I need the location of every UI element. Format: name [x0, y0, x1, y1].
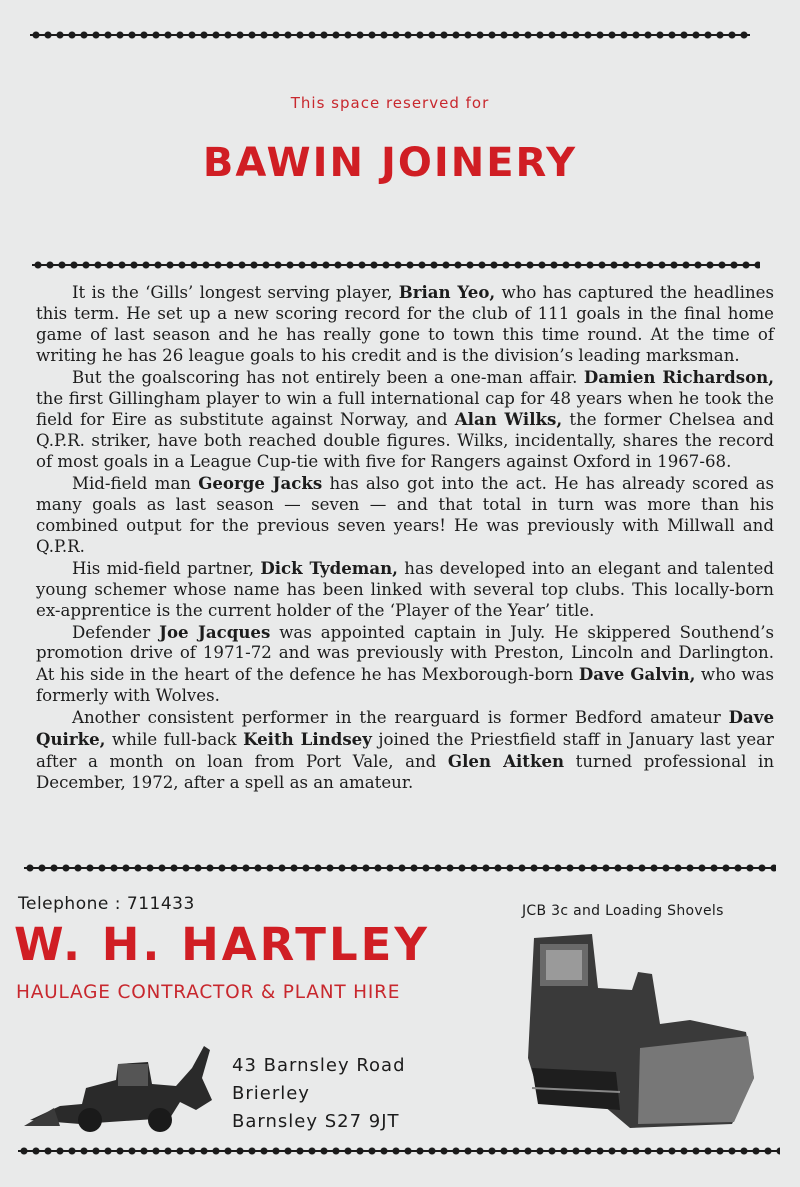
bawin-joinery-heading: BAWIN JOINERY	[202, 140, 578, 186]
reserved-notice: This space reserved for	[290, 94, 490, 112]
address-line-3: Barnsley S27 9JT	[232, 1111, 400, 1132]
player-name: Damien Richardson,	[583, 366, 774, 387]
player-name: Brian Yeo,	[398, 282, 496, 302]
article-text: who was formerly with Wolves.	[36, 665, 774, 706]
article-text: joined the Priestfield staff in January last year after a month on loan from Port Vale, and	[36, 730, 774, 771]
address-line-2: Brierley	[232, 1083, 310, 1104]
loading-shovel-image	[520, 928, 760, 1138]
ornamental-divider-upper	[32, 259, 760, 271]
hartley-company-name: W. H. HARTLEY	[14, 918, 430, 971]
player-name: Dick Tydeman,	[260, 557, 398, 578]
backhoe-digger-image	[20, 1028, 220, 1136]
player-name: Dave Quirke,	[36, 707, 774, 750]
ornamental-divider-bottom	[18, 1145, 780, 1157]
article-text: Mid-field man	[72, 474, 199, 494]
article-body	[36, 282, 774, 794]
article-text: has developed into an elegant and talented young schemer whose name has been linked with several top clubs. This locally-born ex-apprentice is the current holder of the ‘Player of the Year’ title.	[36, 558, 774, 620]
article-text: turned professional in December, 1972, after a spell as an amateur.	[36, 751, 775, 792]
article-paragraph	[36, 367, 774, 474]
article-text: Another consistent performer in the rearguard is former Bedford amateur	[72, 708, 729, 728]
ornamental-divider-lower	[24, 862, 776, 874]
player-name: Joe Jacques	[159, 621, 271, 642]
article-text: the first Gillingham player to win a full international cap for 48 years when he took the field for Eire as substitute against Norway, and	[36, 388, 774, 430]
player-name: Glen Aitken	[447, 750, 565, 771]
article-paragraph	[36, 473, 774, 558]
player-name: Keith Lindsey	[243, 729, 372, 750]
article-text: who has captured the headlines this term. He set up a new scoring record for the club of 111 goals in the final home game of last season and he has really gone to town this time round. At the time of writing he has 26 league goals to his credit and is the division’s leading marksman.	[36, 283, 774, 365]
article-paragraph	[36, 707, 774, 794]
article-text: Defender	[72, 622, 160, 642]
player-name: George Jacks	[198, 473, 323, 494]
article-text: But the goalscoring has not entirely been a one-man affair.	[72, 367, 584, 387]
hartley-tagline: HAULAGE CONTRACTOR & PLANT HIRE	[16, 982, 401, 1003]
telephone-number: Telephone : 711433	[18, 894, 195, 914]
player-name: Alan Wilks,	[454, 409, 563, 430]
equipment-caption: JCB 3c and Loading Shovels	[522, 903, 724, 919]
article-text: the former Chelsea and Q.P.R. striker, have both reached double figures. Wilks, incidentally, shares the record of most goals in a League Cup-tie with five for Rangers against Oxford in 1967-68.	[36, 410, 774, 472]
player-name: Dave Galvin,	[578, 664, 696, 685]
article-text: has also got into the act. He has already scored as many goals as last season — seven — and that total in turn was more than his combined output for the previous seven years! He was previously with Millwall and Q.P.R.	[36, 474, 774, 556]
article-text: was appointed captain in July. He skippered Southend’s promotion drive of 1971-72 and was previously with Preston, Lincoln and Darlington. At his side in the heart of the defence he has Mexborough-born	[36, 622, 775, 685]
article-text: His mid-field partner,	[72, 558, 261, 578]
article-paragraph	[36, 622, 774, 708]
ornamental-divider-top	[30, 29, 750, 41]
address-line-1: 43 Barnsley Road	[232, 1055, 406, 1076]
article-text: It is the ‘Gills’ longest serving player,	[72, 283, 399, 302]
article-text: while full-back	[105, 730, 244, 750]
hartley-address	[232, 1052, 406, 1136]
article-paragraph	[36, 558, 774, 622]
article-paragraph	[36, 282, 774, 367]
